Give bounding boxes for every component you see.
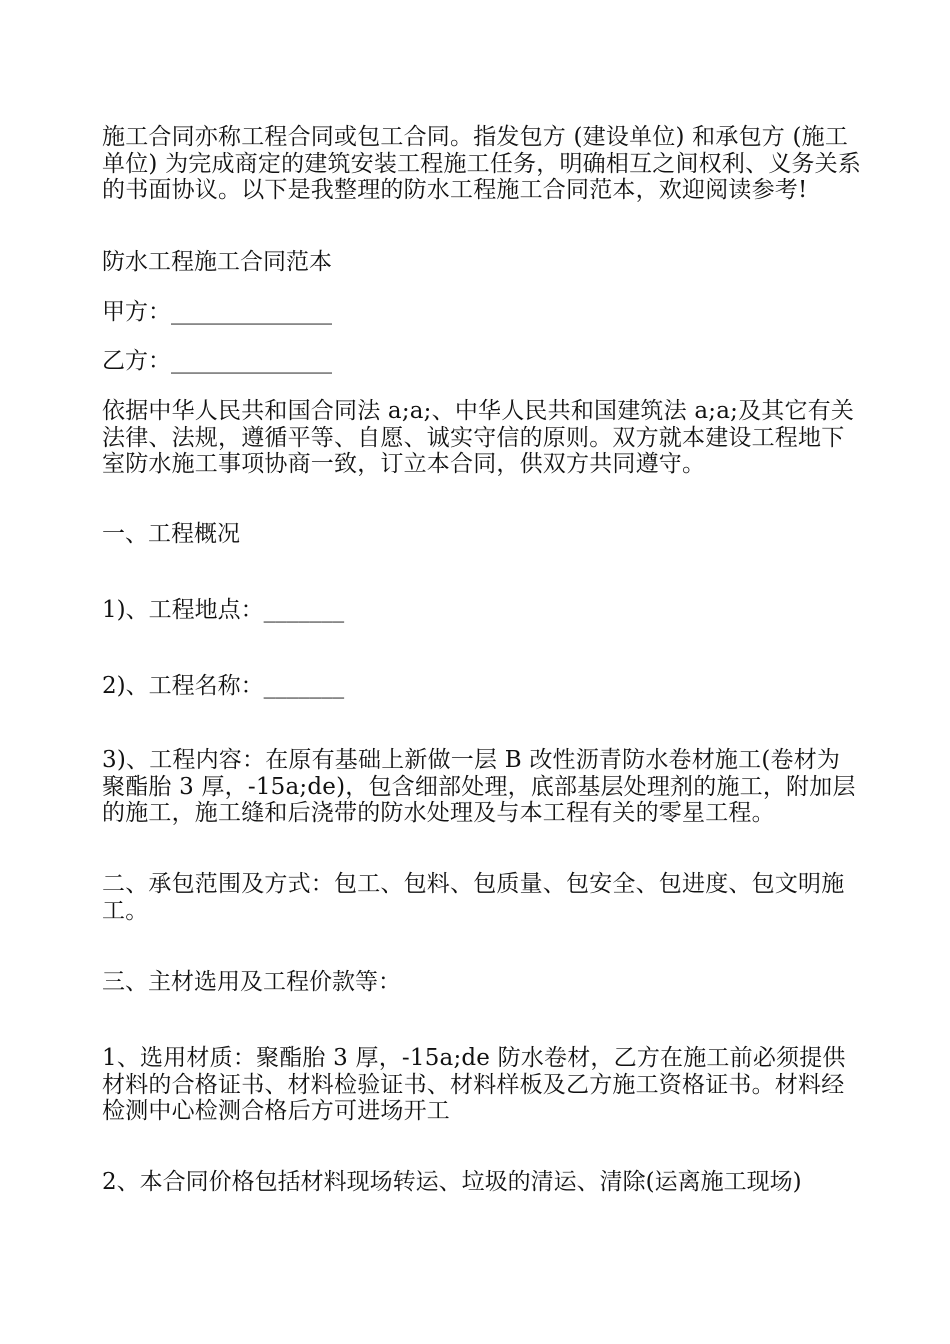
material-selection-paragraph: 1、选用材质：聚酯胎 3 厚，-15a;de 防水卷材，乙方在施工前必须提供材料的合格证书、材料检验证书、材料样板及乙方施工资格证书。材料经检测中心检测合格后方可进场开工 — [102, 1045, 846, 1124]
section-2-paragraph: 二、承包范围及方式：包工、包料、包质量、包安全、包进度、包文明施工。 — [102, 871, 845, 924]
party-b-line: 乙方：______________ — [102, 348, 332, 374]
party-a-line: 甲方：______________ — [102, 299, 332, 325]
project-name-line: 2)、工程名称：_______ — [102, 673, 345, 699]
document-title: 防水工程施工合同范本 — [102, 249, 332, 275]
contract-price-line: 2、本合同价格包括材料现场转运、垃圾的清运、清除(运离施工现场) — [102, 1169, 802, 1195]
section-1-title: 一、工程概况 — [102, 521, 240, 547]
intro-paragraph: 施工合同亦称工程合同或包工合同。指发包方 (建设单位) 和承包方 (施工单位) 为完成商定的建筑安装工程施工任务，明确相互之间权利、义务关系的书面协议。以下是我整理的防水工程施工合同范本，欢迎阅读参考! — [102, 124, 862, 203]
project-location-line: 1)、工程地点：_______ — [102, 597, 345, 623]
project-content-paragraph: 3)、工程内容：在原有基础上新做一层 B 改性沥青防水卷材施工(卷材为聚酯胎 3 厚，-15a;de)，包含细部处理，底部基层处理剂的施工，附加层的施工，施工缝和后浇带的防水处理及与本工程有关的零星工程。 — [102, 747, 856, 826]
legal-basis-paragraph: 依据中华人民共和国合同法 a;a;、中华人民共和国建筑法 a;a;及其它有关法律、法规，遵循平等、自愿、诚实守信的原则。双方就本建设工程地下室防水施工事项协商一致，订立本合同，供双方共同遵守。 — [102, 398, 855, 477]
section-3-title: 三、主材选用及工程价款等： — [102, 969, 401, 995]
